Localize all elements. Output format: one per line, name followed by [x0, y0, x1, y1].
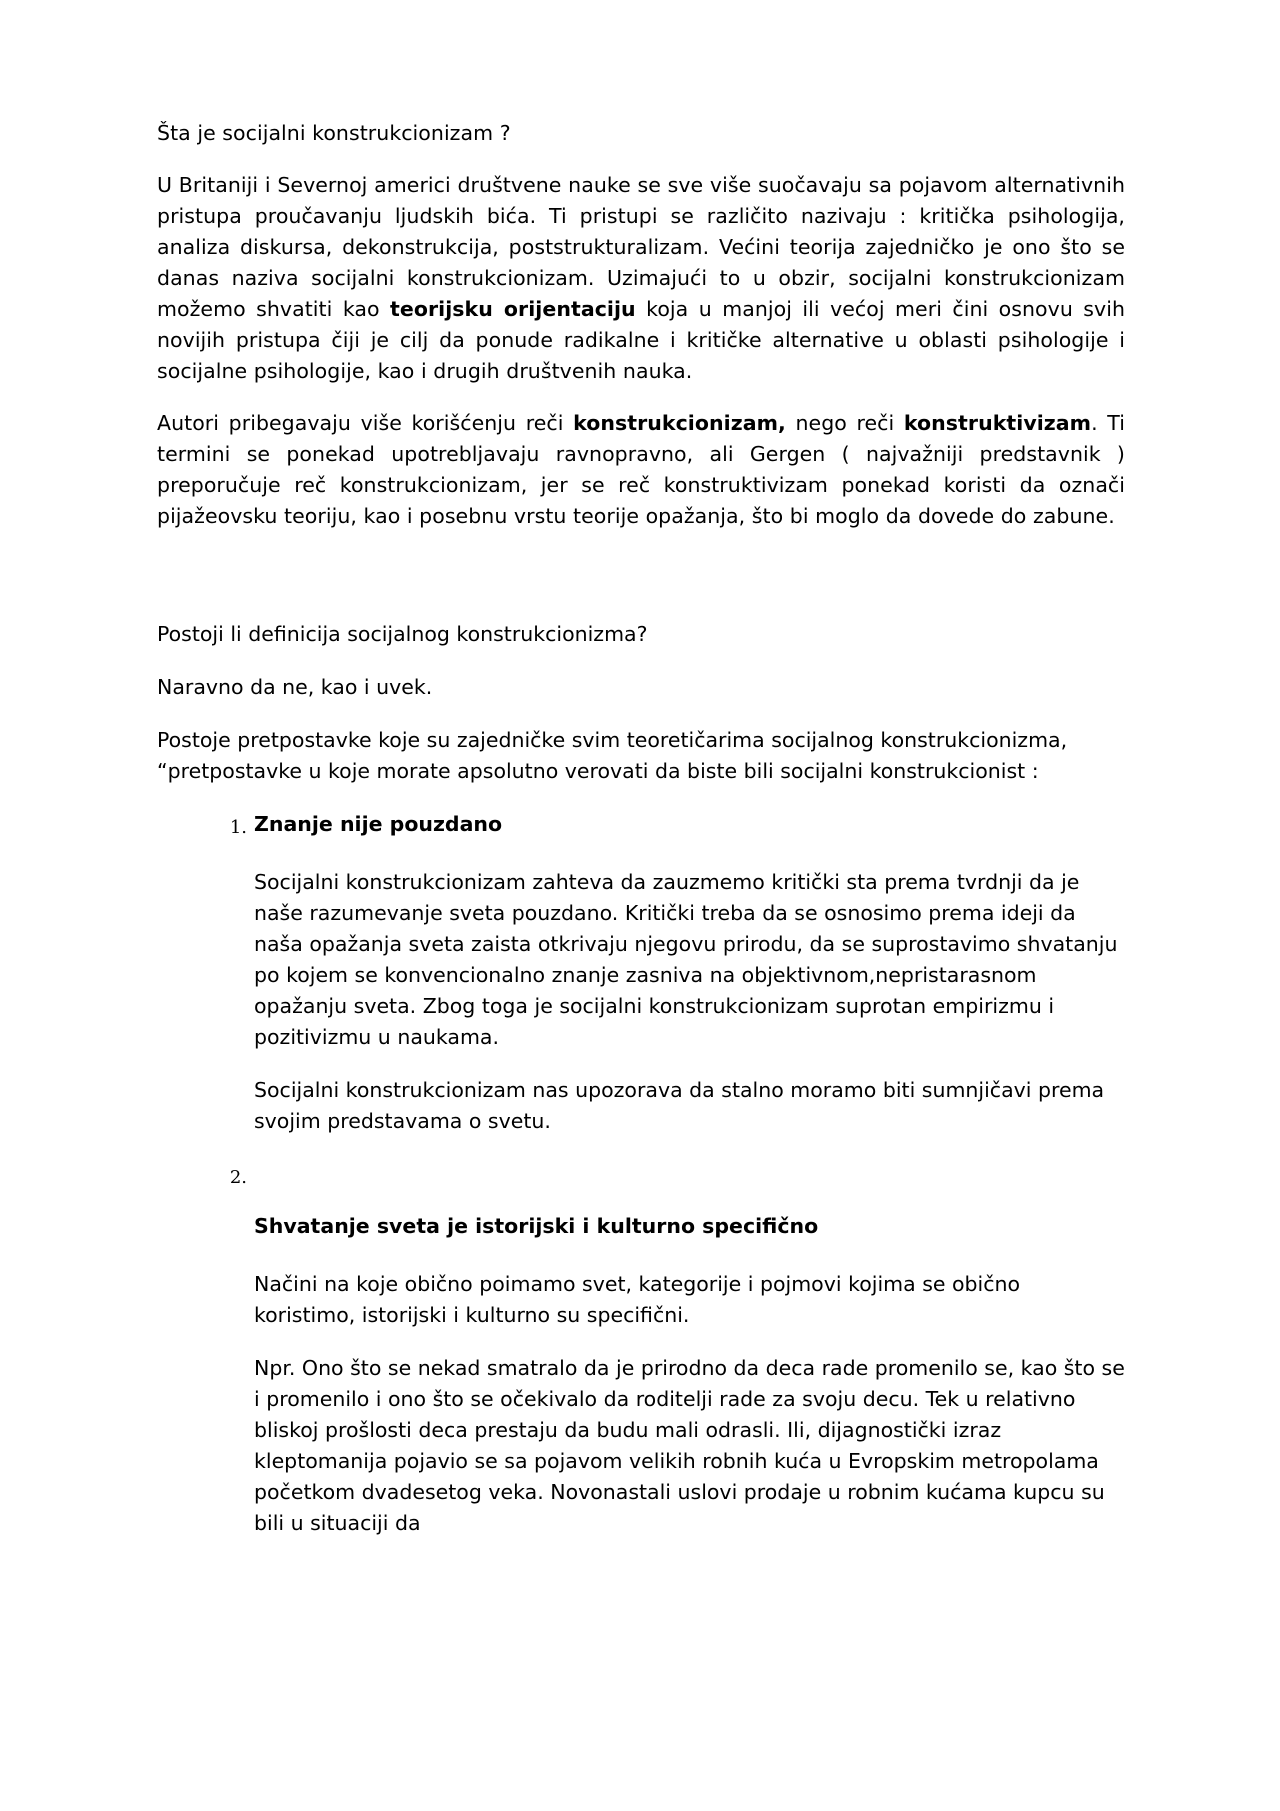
section-divider-spacer — [157, 553, 1125, 619]
list-item — [157, 809, 1125, 1137]
section1-p1-part2: koja u manjoj ili većoj meri čini osnovu svih novijih pristupa čiji je cilj da ponude radikalne i kritičke alternative u oblasti psihologije i socijalne psihologije, kao i drugih društvenih nauka. — [157, 297, 1125, 383]
section1-p2-bold-konstruktivizam: konstruktivizam — [903, 411, 1092, 435]
list-item-2-spacer — [254, 1159, 1125, 1211]
list-item-2-title: Shvatanje sveta je istorijski i kulturno specifično — [254, 1214, 819, 1238]
list-item-2-paragraph-2: Npr. Ono što se nekad smatralo da je prirodno da deca rade promenilo se, kao što se i promenilo i ono što se očekivalo da roditelji rade za svoju decu. Tek u relativno bliskoj prošlosti deca prestaju da budu mali odrasli. Ili, dijagnostički izraz kleptomanija pojavio se sa pojavom velikih robnih kuća u Evropskim metropolama početkom dvadesetog veka. Novonastali uslovi prodaje u robnim kućama kupcu su bili u situaciji da — [254, 1356, 1125, 1535]
section1-p2-part1: Autori pribegavaju više korišćenju reči — [157, 411, 574, 435]
list-item-2-paragraph-1: Načini na koje obično poimamo svet, kategorije i pojmovi kojima se obično koristimo, istorijski i kulturno su specifični. — [254, 1272, 1021, 1327]
section1-p1-part1: U Britaniji i Severnoj americi društvene nauke se sve više suočavaju sa pojavom alternativnih pristupa proučavanju ljudskih bića. Ti pristupi se različito nazivaju : kritička psihologija, analiza diskursa, dekonstrukcija, poststrukturalizam. Većini teorija zajedničko je ono što se danas naziva socijalni konstrukcionizam. Uzimajući to u obzir, socijalni konstrukcionizam možemo shvatiti kao — [157, 173, 1125, 321]
assumptions-list — [157, 809, 1125, 1539]
section-definition — [157, 619, 1125, 787]
section2-intro: Postoje pretpostavke koje su zajedničke svim teoretičarima socijalnog konstrukcionizma, “pretpostavke u koje morate apsolutno verovati da biste bili socijalni konstrukcionist : — [157, 728, 1068, 783]
section1-heading: Šta je socijalni konstrukcionizam ? — [157, 121, 511, 145]
list-item-1-title: Znanje nije pouzdano — [254, 812, 503, 836]
section1-paragraph-2 — [157, 408, 1125, 532]
list-item-1-paragraph-1: Socijalni konstrukcionizam zahteva da zauzmemo kritički sta prema tvrdnji da je naše razumevanje sveta pouzdano. Kritički treba da se osnosimo prema ideji da naša opažanja sveta zaista otkrivaju njegovu prirodu, da se suprostavimo shvatanju po kojem se konvencionalno znanje zasniva na objektivnom,nepristarasnom opažanju sveta. Zbog toga je socijalni konstrukcionizam suprotan empirizmu i pozitivizmu u naukama. — [254, 870, 1118, 1049]
section-what-is-social-constructionism — [157, 118, 1125, 532]
section1-p2-part2: nego reči — [785, 411, 904, 435]
section1-p2-bold-konstrukcionizam: konstrukcionizam, — [573, 411, 786, 435]
list-item — [157, 1159, 1125, 1539]
section1-paragraph-1 — [157, 170, 1125, 387]
section1-p1-bold-teorijsku-orijentaciju: teorijsku orijentaciju — [390, 297, 636, 321]
section1-p2-part3: . Ti termini se ponekad upotrebljavaju ravnopravno, ali Gergen ( najvažniji predstavnik ) preporučuje reč konstrukcionizam, jer se reč konstruktivizam ponekad koristi da označi pijažeovsku teoriju, kao i posebnu vrstu teorije opažanja, što bi moglo da dovede do zabune. — [157, 411, 1125, 528]
list-item-1-paragraph-2: Socijalni konstrukcionizam nas upozorava da stalno moramo biti sumnjičavi prema svojim predstavama o svetu. — [254, 1078, 1105, 1133]
section2-question: Postoji li definicija socijalnog konstrukcionizma? — [157, 622, 648, 646]
section2-answer: Naravno da ne, kao i uvek. — [157, 675, 433, 699]
document-content — [157, 118, 1125, 1561]
